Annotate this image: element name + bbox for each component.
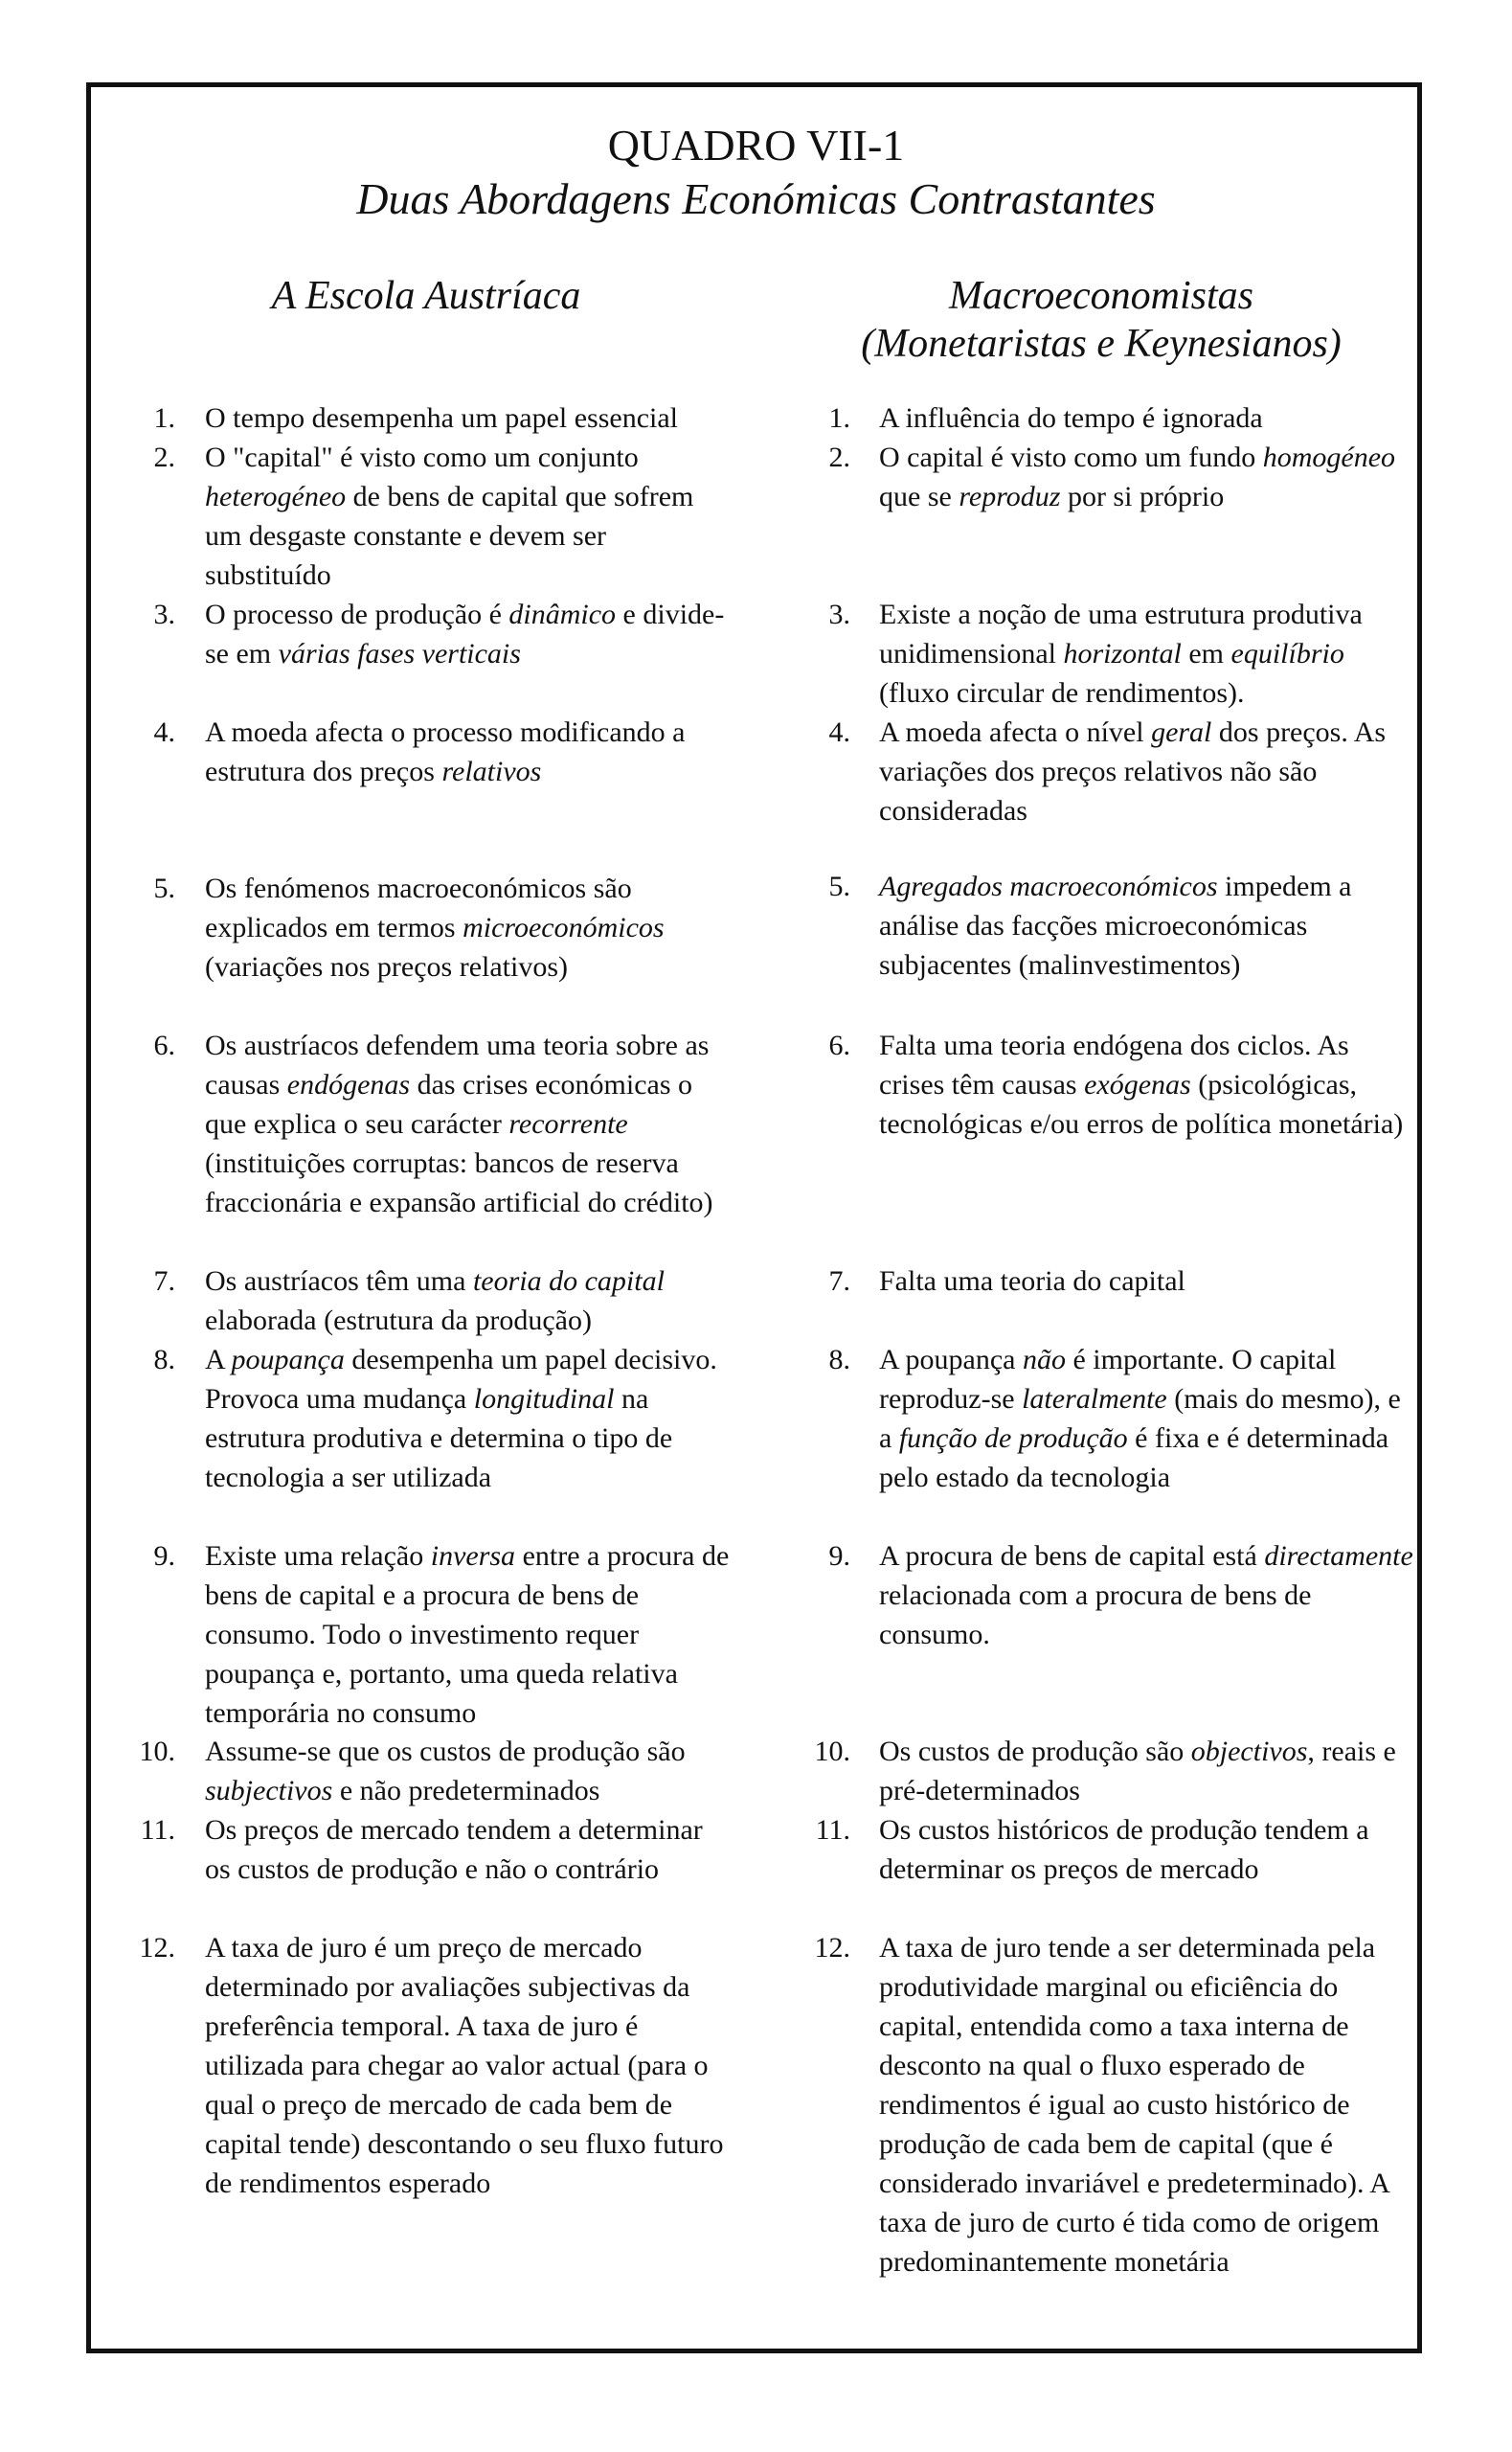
item-number: 5.	[828, 871, 850, 902]
item-text: Assume-se que os custos de produção são subjectivos e não predeterminados	[205, 1736, 686, 1806]
item-text: Os austríacos defendem uma teoria sobre as causas endógenas das crises económicas o que explica o seu carácter recorrente (instituições corruptas: bancos de reserva fraccionária e expansão artificial do crédito)	[205, 1030, 713, 1218]
item-text: O tempo desempenha um papel essencial	[205, 402, 679, 434]
item-number: 2.	[828, 442, 850, 473]
item-text: A procura de bens de capital está directamente relacionada com a procura de bens de consumo.	[879, 1540, 1413, 1650]
item-number: 4.	[828, 716, 850, 748]
item-text: Existe a noção de uma estrutura produtiva unidimensional horizontal em equilíbrio (fluxo circular de rendimentos).	[879, 599, 1363, 709]
item-text: Falta uma teoria endógena dos ciclos. As crises têm causas exógenas (psicológicas, tecnológicas e/ou erros de política monetária)	[879, 1030, 1404, 1140]
left-column-heading: A Escola Austríaca	[271, 274, 581, 318]
item-number: 11.	[140, 1814, 175, 1846]
item-text: O processo de produção é dinâmico e divide-se em várias fases verticais	[205, 599, 725, 670]
page-subtitle: Duas Abordagens Económicas Contrastantes	[356, 174, 1156, 223]
item-number: 1.	[153, 402, 175, 434]
item-text: A influência do tempo é ignorada	[879, 402, 1263, 434]
page-title: QUADRO VII-1	[607, 121, 905, 170]
item-text: Existe uma relação inversa entre a procura de bens de capital e a procura de bens de consumo. Todo o investimento requer poupança e, portanto, uma queda relativa temporária no consumo	[205, 1540, 730, 1729]
item-text: A taxa de juro tende a ser determinada pela produtividade marginal ou eficiência do capital, entendida como a taxa interna de desconto na qual o fluxo esperado de rendimentos é igual ao custo histórico de produção de cada bem de capital (que é considerado invariável e predeterminado). A taxa de juro de curto é tida como de origem predominantemente monetária	[879, 1932, 1389, 2278]
item-number: 9.	[828, 1540, 850, 1572]
right-heading-line2: (Monetaristas e Keynesianos)	[861, 322, 1342, 366]
item-number: 8.	[153, 1344, 175, 1375]
item-text: Os custos históricos de produção tendem a determinar os preços de mercado	[879, 1814, 1369, 1885]
item-number: 12.	[814, 1932, 850, 1964]
right-column-heading	[795, 272, 1408, 368]
item-text: A poupança não é importante. O capital reproduz-se lateralmente (mais do mesmo), e a função de produção é fixa e é determinada pelo estado da tecnologia	[879, 1344, 1401, 1493]
item-text: O capital é visto como um fundo homogéneo que se reproduz por si próprio	[879, 442, 1396, 512]
item-number: 8.	[828, 1344, 850, 1375]
item-number: 1.	[828, 402, 850, 434]
item-number: 3.	[153, 599, 175, 630]
item-number: 12.	[139, 1932, 175, 1964]
item-text: Agregados macroeconómicos impedem a análise das facções microeconómicas subjacentes (malinvestimentos)	[879, 871, 1352, 981]
item-number: 9.	[153, 1540, 175, 1572]
item-text: Os custos de produção são objectivos, reais e pré-determinados	[879, 1736, 1396, 1806]
item-number: 3.	[828, 599, 850, 630]
item-text: Os austríacos têm uma teoria do capital elaborada (estrutura da produção)	[205, 1265, 665, 1336]
item-text: A moeda afecta o nível geral dos preços. As variações dos preços relativos não são consideradas	[879, 716, 1387, 827]
item-number: 11.	[815, 1814, 850, 1846]
item-number: 5.	[153, 873, 175, 904]
item-text: Os fenómenos macroeconómicos são explicados em termos microeconómicos (variações nos preços relativos)	[205, 873, 665, 983]
item-number: 7.	[153, 1265, 175, 1297]
item-number: 10.	[139, 1736, 175, 1767]
item-text: O "capital" é visto como um conjunto heterogéneo de bens de capital que sofrem um desgaste constante e devem ser substituído	[205, 442, 694, 591]
item-text: A poupança desempenha um papel decisivo. Provoca uma mudança longitudinal na estrutura produtiva e determina o tipo de tecnologia a ser utilizada	[205, 1344, 717, 1493]
item-number: 10.	[814, 1736, 850, 1767]
item-text: Os preços de mercado tendem a determinar os custos de produção e não o contrário	[205, 1814, 703, 1885]
item-number: 6.	[828, 1030, 850, 1061]
item-text: A taxa de juro é um preço de mercado determinado por avaliações subjectivas da preferência temporal. A taxa de juro é utilizada para chegar ao valor actual (para o qual o preço de mercado de cada bem de capital tende) descontando o seu fluxo futuro de rendimentos esperado	[205, 1932, 724, 2199]
item-text: Falta uma teoria do capital	[879, 1265, 1185, 1297]
right-heading-line1: Macroeconomistas	[948, 274, 1254, 318]
item-text: A moeda afecta o processo modificando a estrutura dos preços relativos	[205, 716, 686, 787]
item-number: 6.	[153, 1030, 175, 1061]
item-number: 7.	[828, 1265, 850, 1297]
item-number: 4.	[153, 716, 175, 748]
item-number: 2.	[153, 442, 175, 473]
